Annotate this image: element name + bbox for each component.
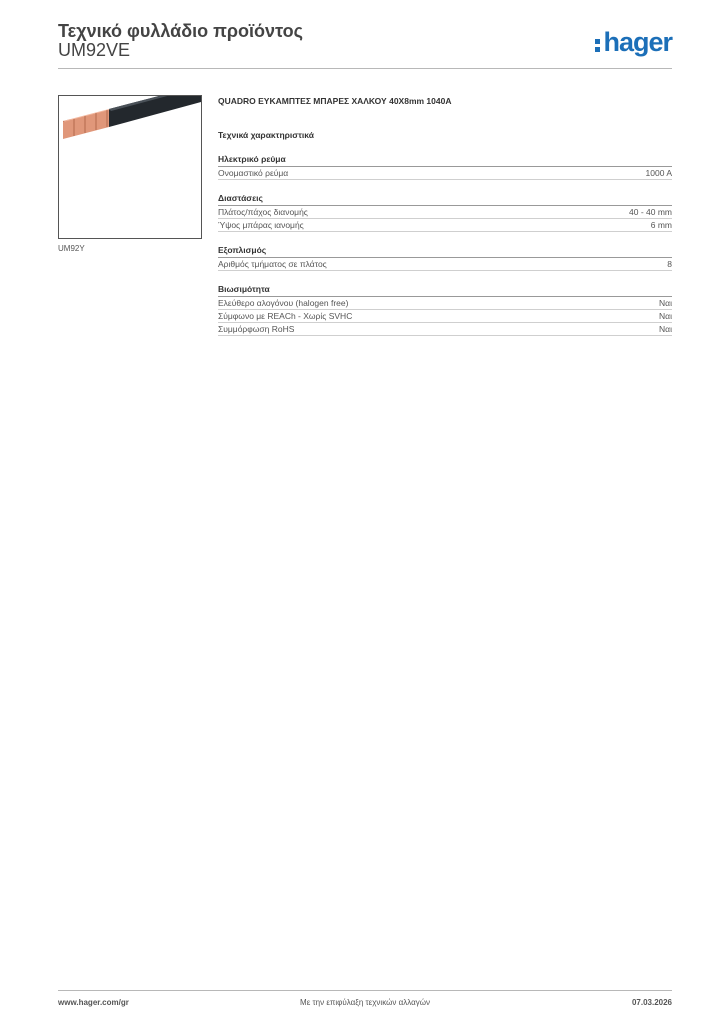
page-footer <box>58 998 672 1010</box>
spec-row <box>218 297 672 310</box>
spec-row <box>218 310 672 323</box>
image-caption: UM92Y <box>58 244 85 253</box>
product-image <box>58 95 202 239</box>
footer-divider <box>58 990 672 991</box>
disclaimer: Με την επιφύλαξη τεχνικών αλλαγών <box>300 998 430 1007</box>
group-sustainability <box>218 283 672 336</box>
logo-dots-icon <box>595 39 600 52</box>
group-heading: Εξοπλισμός <box>218 244 672 258</box>
header-divider <box>58 68 672 69</box>
spec-value: Ναι <box>659 298 672 308</box>
product-title: QUADRO ΕΥΚΑΜΠΤΕΣ ΜΠΑΡΕΣ ΧΑΛΚΟΥ 40X8mm 1040A <box>218 96 452 106</box>
document-title: Τεχνικό φυλλάδιο προϊόντος <box>58 21 303 41</box>
spec-section <box>218 95 672 336</box>
document-date: 07.03.2026 <box>631 998 672 1007</box>
spec-row <box>218 219 672 232</box>
product-code: UM92VE <box>58 40 131 60</box>
technical-characteristics-heading: Τεχνικά χαρακτηριστικά <box>218 130 314 140</box>
spec-label: Σύμφωνο με REACh - Χωρίς SVHC <box>218 311 353 321</box>
copper-busbar-icon <box>59 96 201 238</box>
group-heading: Ηλεκτρικό ρεύμα <box>218 153 672 167</box>
spec-value: Ναι <box>659 311 672 321</box>
spec-value: 8 <box>667 259 672 269</box>
spec-value: 1000 A <box>645 168 672 178</box>
group-dimensions <box>218 192 672 232</box>
hager-logo <box>595 26 672 58</box>
spec-label: Αριθμός τμήματος σε πλάτος <box>218 259 327 269</box>
group-heading: Διαστάσεις <box>218 192 672 206</box>
spec-label: Πλάτος/πάχος διανομής <box>218 207 308 217</box>
spec-row <box>218 167 672 180</box>
spec-label: Ελεύθερο αλογόνου (halogen free) <box>218 298 349 308</box>
spec-value: Ναι <box>659 324 672 334</box>
spec-row <box>218 258 672 271</box>
group-electrical <box>218 153 672 180</box>
website-link[interactable]: www.hager.com/gr <box>58 998 129 1007</box>
spec-value: 40 - 40 mm <box>629 207 672 217</box>
spec-label: Συμμόρφωση RoHS <box>218 324 295 334</box>
group-equipment <box>218 244 672 271</box>
page-header <box>58 20 672 70</box>
spec-value: 6 mm <box>650 220 672 230</box>
logo-text: hager <box>603 27 672 57</box>
spec-row <box>218 206 672 219</box>
group-heading: Βιωσιμότητα <box>218 283 672 297</box>
spec-row <box>218 323 672 336</box>
spec-label: Ύψος μπάρας ιανομής <box>218 220 304 230</box>
spec-label: Ονομαστικό ρεύμα <box>218 168 289 178</box>
